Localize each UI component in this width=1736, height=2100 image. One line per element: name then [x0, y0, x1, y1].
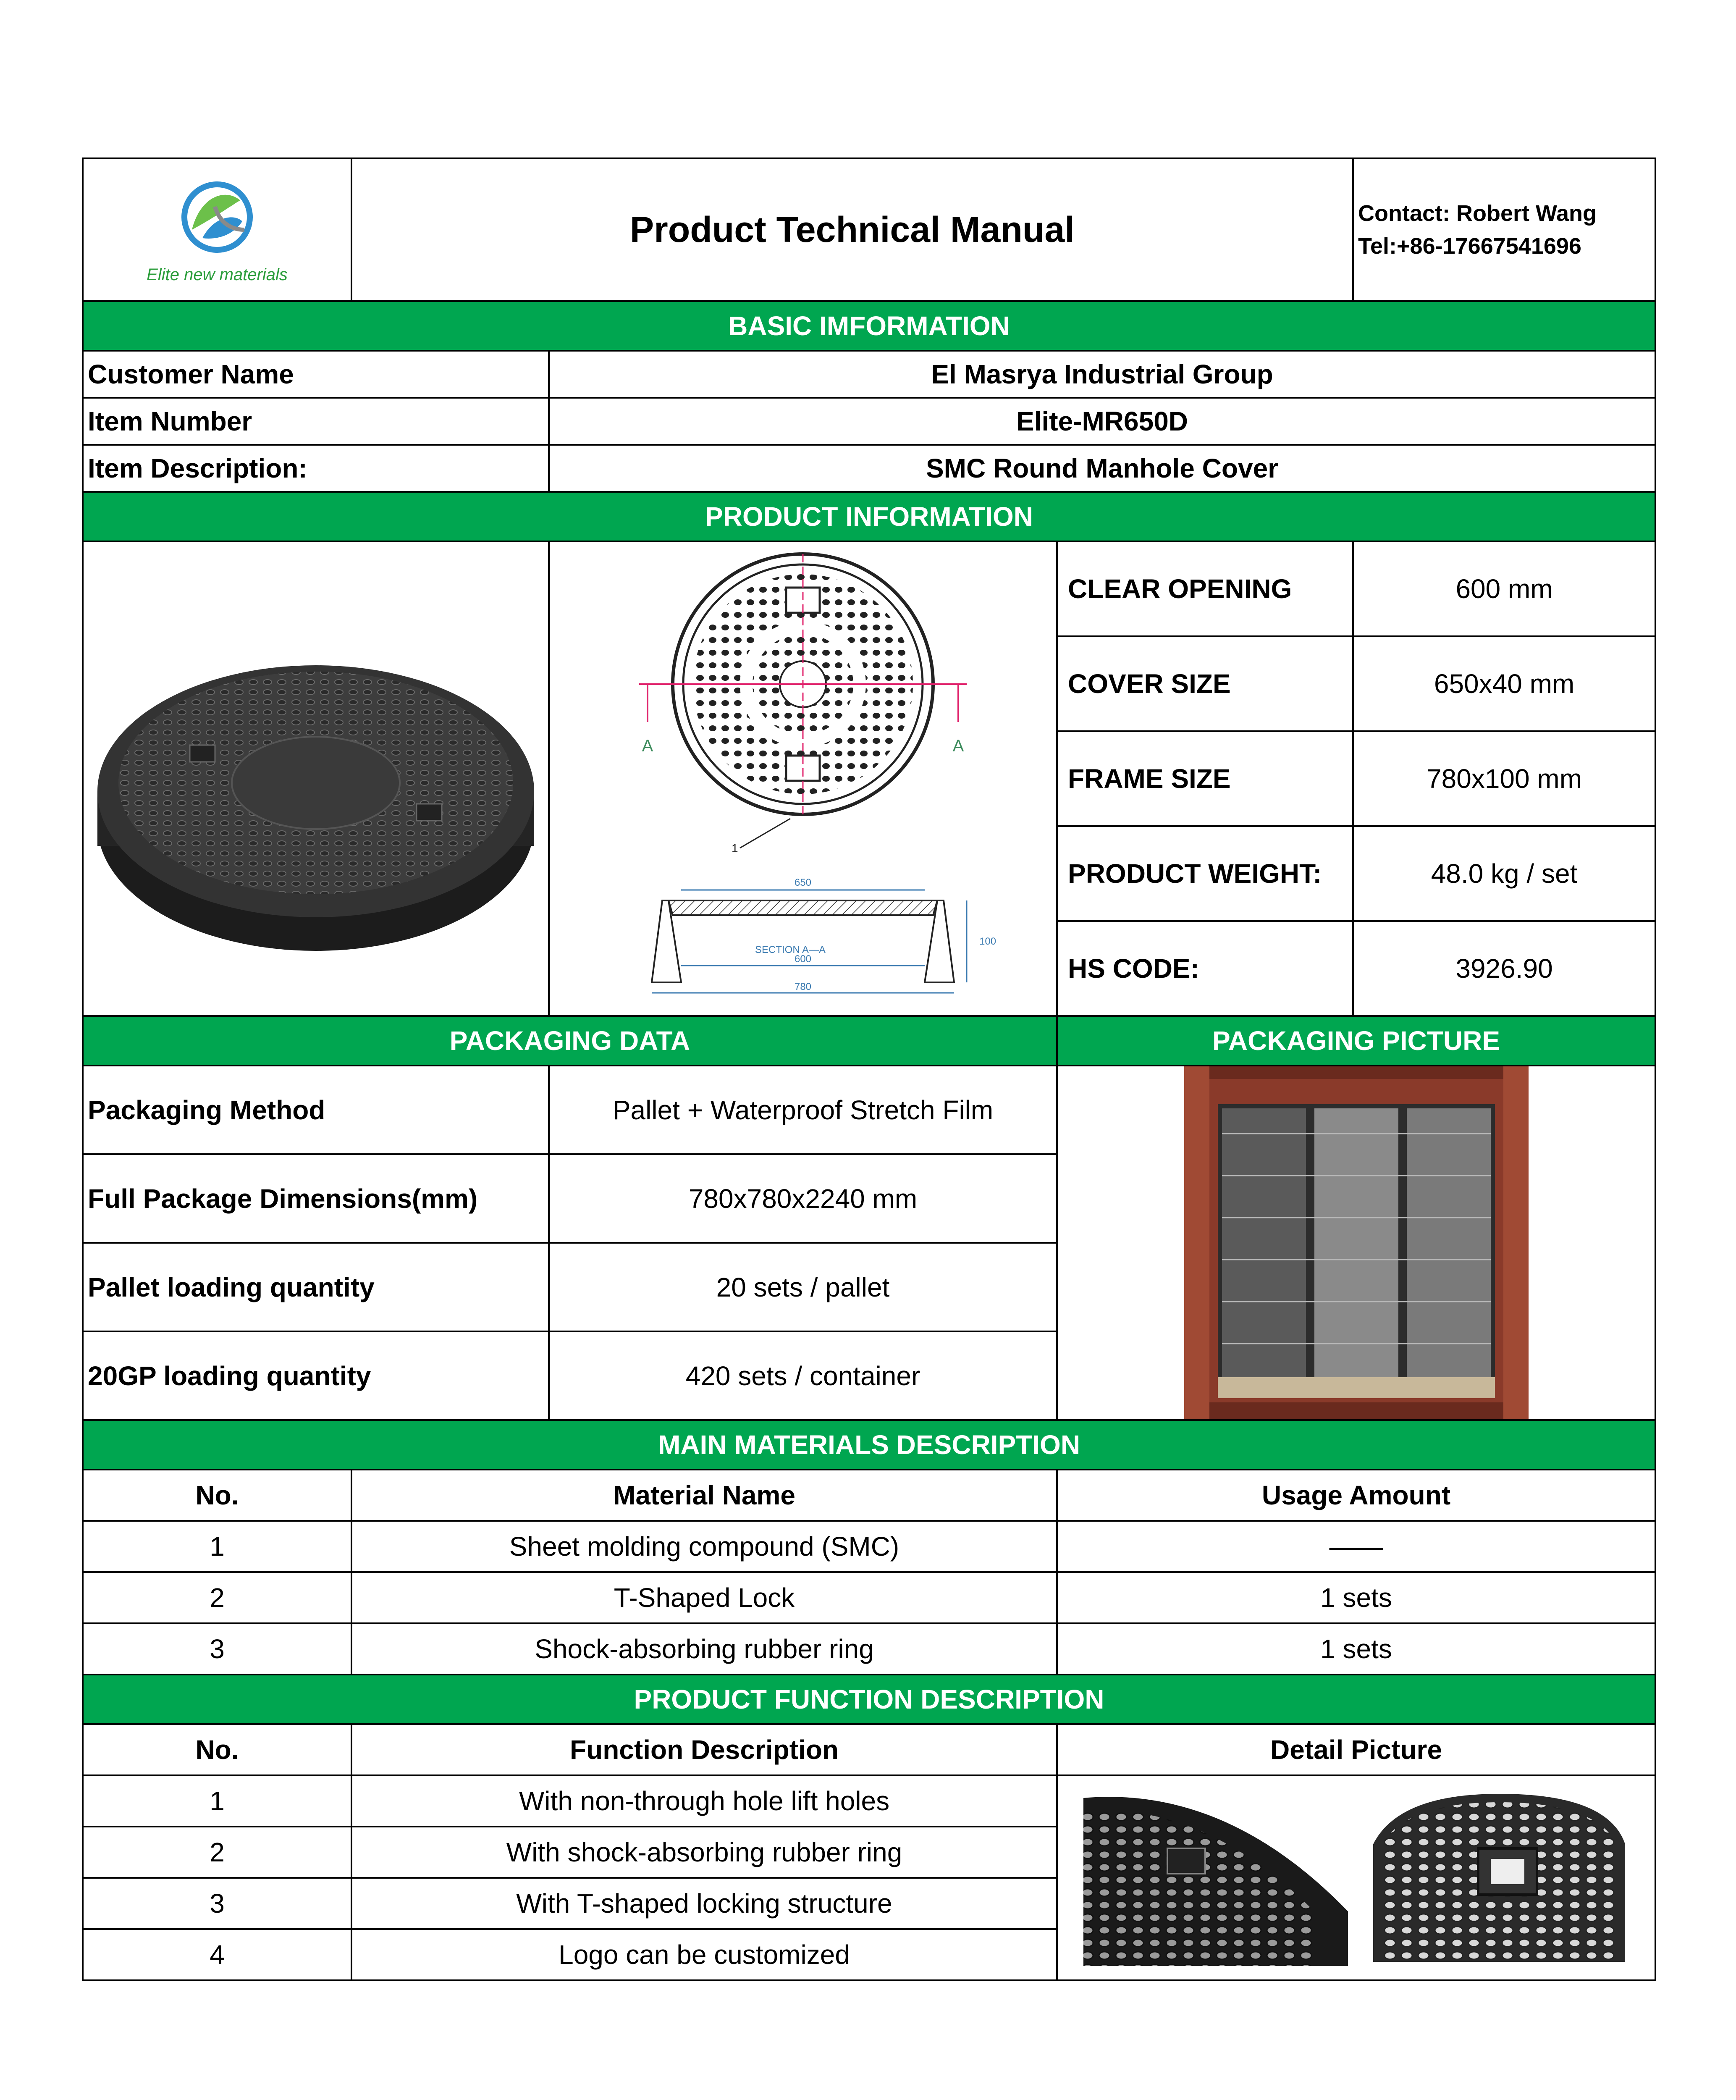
customer-name-value: El Masrya Industrial Group: [549, 351, 1655, 398]
basic-section-header: [83, 301, 1655, 351]
hs-code-label: HS CODE:: [1057, 921, 1353, 1016]
material-name: T-Shaped Lock: [351, 1572, 1057, 1623]
dim-height: 100: [979, 936, 996, 947]
packaging-photo: [1184, 1066, 1529, 1419]
packaging-section-header: [83, 1016, 1655, 1066]
functions-header-row: [83, 1724, 1655, 1775]
header-row: [83, 158, 1655, 301]
functions-section-header: [83, 1675, 1655, 1724]
item-number-label: Item Number: [83, 398, 549, 445]
clear-opening-value: 600 mm: [1353, 541, 1655, 636]
product-weight-label: PRODUCT WEIGHT:: [1057, 826, 1353, 921]
section-marker-left: A: [642, 737, 653, 755]
pallet-quantity-value: 20 sets / pallet: [549, 1243, 1057, 1331]
packaging-picture-cell: [1057, 1066, 1655, 1420]
item-description-value: SMC Round Manhole Cover: [549, 445, 1655, 492]
function-desc: With shock-absorbing rubber ring: [351, 1827, 1057, 1878]
technical-drawing-cell: [549, 541, 1057, 1016]
materials-section-header: [83, 1420, 1655, 1470]
material-no: 3: [83, 1623, 351, 1675]
product-section-header: [83, 492, 1655, 541]
material-name: Sheet molding compound (SMC): [351, 1521, 1057, 1572]
functions-section-title: PRODUCT FUNCTION DESCRIPTION: [83, 1675, 1655, 1724]
manhole-cover-photo: [89, 556, 543, 1001]
package-dimensions-label: Full Package Dimensions(mm): [83, 1154, 549, 1243]
hs-code-value: 3926.90: [1353, 921, 1655, 1016]
spec-row: [83, 541, 1655, 636]
basic-row: [83, 351, 1655, 398]
material-amount: ——: [1057, 1521, 1655, 1572]
packaging-method-value: Pallet + Waterproof Stretch Film: [549, 1066, 1057, 1154]
packaging-row: [83, 1066, 1655, 1154]
table-row: [83, 1572, 1655, 1623]
clear-opening-label: CLEAR OPENING: [1057, 541, 1353, 636]
cover-size-label: COVER SIZE: [1057, 636, 1353, 731]
detail-picture-cell: [1057, 1775, 1655, 1980]
table-row: [83, 1623, 1655, 1675]
functions-desc-header: Function Description: [351, 1724, 1057, 1775]
drawing-callout: 1: [732, 842, 738, 855]
material-name: Shock-absorbing rubber ring: [351, 1623, 1057, 1675]
section-label: SECTION A—A: [755, 944, 826, 956]
manual-table: [82, 158, 1656, 1981]
dim-mid: 600: [794, 953, 812, 965]
dim-top: 650: [794, 877, 812, 888]
package-dimensions-value: 780x780x2240 mm: [549, 1154, 1057, 1243]
customer-name-label: Customer Name: [83, 351, 549, 398]
product-photo-cell: [83, 541, 549, 1016]
item-number-value: Elite-MR650D: [549, 398, 1655, 445]
page-title: Product Technical Manual: [351, 158, 1353, 301]
table-row: [83, 1775, 1655, 1827]
contact-cell: [1353, 158, 1655, 301]
material-no: 1: [83, 1521, 351, 1572]
frame-size-value: 780x100 mm: [1353, 731, 1655, 826]
packaging-picture-title: PACKAGING PICTURE: [1057, 1016, 1655, 1066]
technical-drawing: [555, 546, 1051, 1012]
basic-section-title: BASIC IMFORMATION: [83, 301, 1655, 351]
materials-header-row: [83, 1470, 1655, 1521]
detail-photos: [1079, 1785, 1634, 1970]
contact-tel: Tel:+86-17667541696: [1358, 234, 1581, 259]
logo-text: Elite new materials: [147, 265, 288, 284]
function-no: 3: [83, 1878, 351, 1929]
function-no: 2: [83, 1827, 351, 1878]
materials-amount-header: Usage Amount: [1057, 1470, 1655, 1521]
functions-picture-header: Detail Picture: [1057, 1724, 1655, 1775]
company-logo: [129, 167, 305, 293]
materials-section-title: MAIN MATERIALS DESCRIPTION: [83, 1420, 1655, 1470]
material-amount: 1 sets: [1057, 1572, 1655, 1623]
technical-manual-sheet: [82, 158, 1655, 1981]
functions-no-header: No.: [83, 1724, 351, 1775]
function-desc: With non-through hole lift holes: [351, 1775, 1057, 1827]
section-marker-right: A: [952, 737, 964, 755]
function-no: 1: [83, 1775, 351, 1827]
contact-name: Contact: Robert Wang: [1358, 201, 1597, 226]
materials-name-header: Material Name: [351, 1470, 1057, 1521]
function-desc: With T-shaped locking structure: [351, 1878, 1057, 1929]
product-weight-value: 48.0 kg / set: [1353, 826, 1655, 921]
packaging-data-title: PACKAGING DATA: [83, 1016, 1057, 1066]
material-amount: 1 sets: [1057, 1623, 1655, 1675]
basic-row: [83, 398, 1655, 445]
packaging-method-label: Packaging Method: [83, 1066, 549, 1154]
item-description-label: Item Description:: [83, 445, 549, 492]
table-row: [83, 1521, 1655, 1572]
product-section-title: PRODUCT INFORMATION: [83, 492, 1655, 541]
cover-size-value: 650x40 mm: [1353, 636, 1655, 731]
pallet-quantity-label: Pallet loading quantity: [83, 1243, 549, 1331]
material-no: 2: [83, 1572, 351, 1623]
materials-no-header: No.: [83, 1470, 351, 1521]
dim-bottom: 780: [794, 981, 812, 992]
function-no: 4: [83, 1929, 351, 1980]
basic-row: [83, 445, 1655, 492]
logo-cell: [83, 158, 351, 301]
function-desc: Logo can be customized: [351, 1929, 1057, 1980]
container-quantity-label: 20GP loading quantity: [83, 1331, 549, 1420]
frame-size-label: FRAME SIZE: [1057, 731, 1353, 826]
container-quantity-value: 420 sets / container: [549, 1331, 1057, 1420]
